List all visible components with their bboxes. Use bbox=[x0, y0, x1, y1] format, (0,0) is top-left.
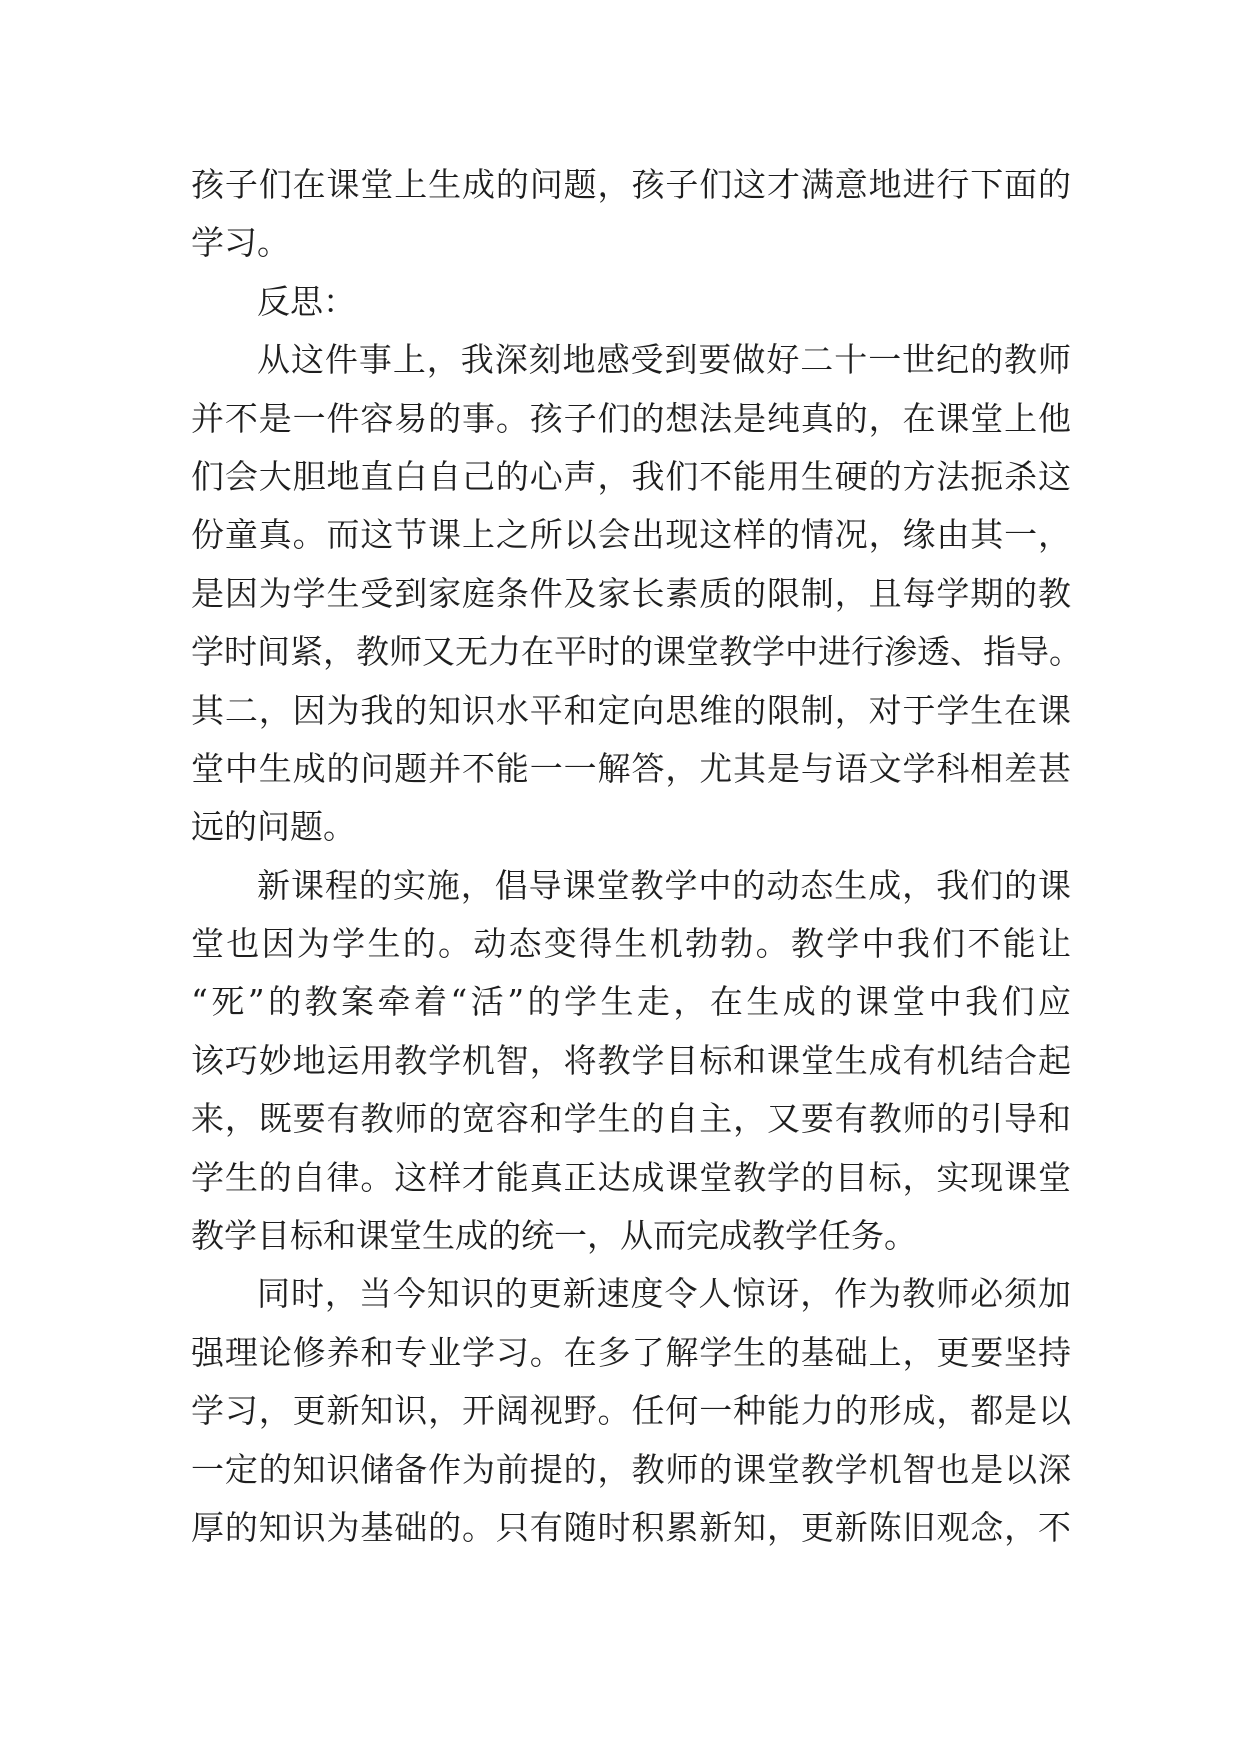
text-line: 并不是一件容易的事。孩子们的想法是纯真的，在课堂上他 bbox=[191, 398, 1071, 438]
body-text bbox=[191, 156, 1082, 1557]
text-line: “死”的教案牵着“活”的学生走，在生成的课堂中我们应 bbox=[191, 982, 1071, 1022]
text-line: 孩子们在课堂上生成的问题，孩子们这才满意地进行下面的 bbox=[191, 165, 1071, 204]
text-line: 远的问题。 bbox=[191, 807, 356, 847]
text-line: 从这件事上，我深刻地感受到要做好二十一世纪的教师 bbox=[257, 340, 1071, 380]
text-line: 厚的知识为基础的。只有随时积累新知，更新陈旧观念，不 bbox=[191, 1507, 1071, 1547]
text-line: 堂中生成的问题并不能一一解答，尤其是与语文学科相差甚 bbox=[191, 748, 1071, 788]
text-line: 份童真。而这节课上之所以会出现这样的情况，缘由其一， bbox=[191, 515, 1071, 555]
text-line: 一定的知识储备作为前提的，教师的课堂教学机智也是以深 bbox=[191, 1449, 1071, 1489]
text-line: 学时间紧，教师又无力在平时的课堂教学中进行渗透、指导。 bbox=[191, 632, 1082, 672]
text-line: 同时，当今知识的更新速度令人惊讶，作为教师必须加 bbox=[257, 1274, 1071, 1314]
text-line: 来，既要有教师的宽容和学生的自主，又要有教师的引导和 bbox=[191, 1099, 1071, 1139]
text-line: 学生的自律。这样才能真正达成课堂教学的目标，实现课堂 bbox=[191, 1157, 1071, 1197]
text-line: 是因为学生受到家庭条件及家长素质的限制，且每学期的教 bbox=[191, 573, 1071, 613]
text-line: 学习。 bbox=[191, 223, 290, 263]
text-line: 教学目标和课堂生成的统一，从而完成教学任务。 bbox=[191, 1216, 917, 1256]
text-line: 新课程的实施，倡导课堂教学中的动态生成，我们的课 bbox=[257, 865, 1071, 905]
text-line: 学习，更新知识，开阔视野。任何一种能力的形成，都是以 bbox=[191, 1391, 1071, 1431]
text-line: 们会大胆地直白自己的心声，我们不能用生硬的方法扼杀这 bbox=[191, 456, 1071, 496]
text-line: 堂也因为学生的。动态变得生机勃勃。教学中我们不能让 bbox=[191, 924, 1071, 964]
text-line: 强理论修养和专业学习。在多了解学生的基础上，更要坚持 bbox=[191, 1332, 1071, 1372]
text-line: 其二，因为我的知识水平和定向思维的限制，对于学生在课 bbox=[191, 690, 1071, 730]
text-line: 反思： bbox=[257, 281, 356, 321]
text-line: 该巧妙地运用教学机智，将教学目标和课堂生成有机结合起 bbox=[191, 1040, 1071, 1080]
